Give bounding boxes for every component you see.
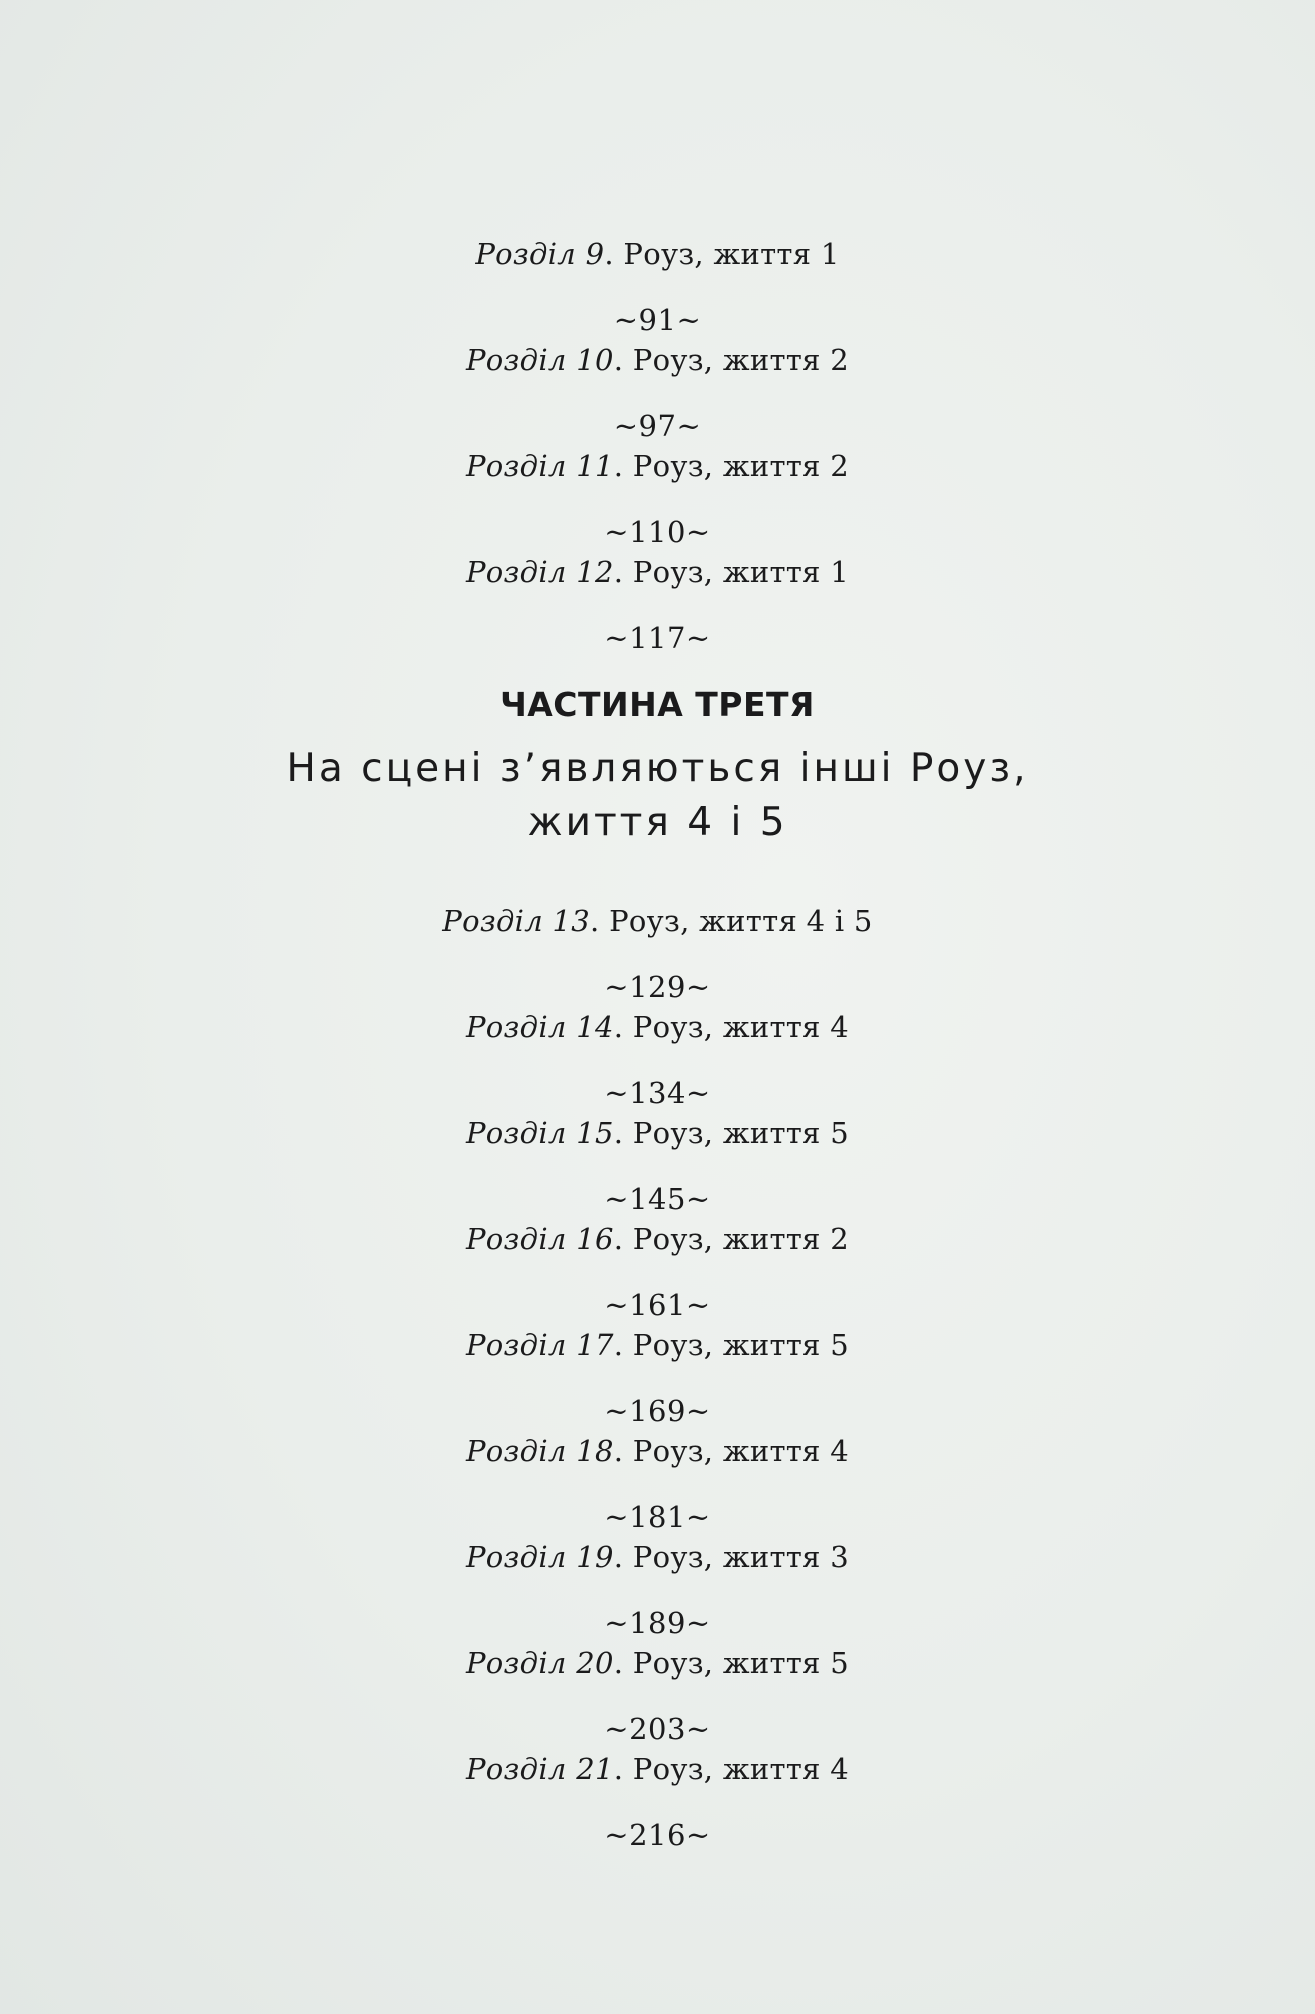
chapter-title: . Роуз, життя 1 bbox=[613, 555, 850, 589]
page-number: ~216~ bbox=[604, 1818, 711, 1852]
chapter-title: . Роуз, життя 5 bbox=[613, 1328, 850, 1362]
part-three-title-line-2: життя 4 і 5 bbox=[527, 800, 788, 845]
chapter-label: Розділ 14 bbox=[465, 1010, 614, 1044]
chapter-title: . Роуз, життя 2 bbox=[613, 343, 850, 377]
toc-entry-chapter-11 bbox=[0, 446, 1315, 552]
page-number: ~169~ bbox=[604, 1394, 711, 1428]
chapter-title: . Роуз, життя 1 bbox=[604, 237, 840, 271]
chapter-label: Розділ 10 bbox=[465, 343, 614, 377]
page-number: ~129~ bbox=[604, 970, 711, 1004]
toc-entry-chapter-13 bbox=[0, 901, 1315, 1007]
part-three-heading: ЧАСТИНА ТРЕТЯ bbox=[500, 685, 815, 724]
page-number: ~134~ bbox=[604, 1076, 711, 1110]
chapter-label: Розділ 20 bbox=[465, 1646, 614, 1680]
page-number: ~145~ bbox=[604, 1182, 711, 1216]
chapter-label: Розділ 13 bbox=[442, 904, 591, 938]
toc-entry-chapter-15 bbox=[0, 1113, 1315, 1219]
chapter-label: Розділ 11 bbox=[465, 449, 614, 483]
page-number: ~97~ bbox=[613, 409, 702, 443]
page-number: ~91~ bbox=[613, 303, 702, 337]
chapter-label: Розділ 12 bbox=[465, 555, 614, 589]
toc-entry-chapter-21 bbox=[0, 1749, 1315, 1855]
chapter-title: . Роуз, життя 2 bbox=[613, 449, 850, 483]
toc-entry-chapter-16 bbox=[0, 1219, 1315, 1325]
chapter-title: . Роуз, життя 4 і 5 bbox=[590, 904, 873, 938]
chapter-label: Розділ 9 bbox=[475, 237, 605, 271]
chapter-label: Розділ 19 bbox=[465, 1540, 614, 1574]
page-number: ~161~ bbox=[604, 1288, 711, 1322]
chapter-label: Розділ 15 bbox=[465, 1116, 614, 1150]
page-number: ~189~ bbox=[604, 1606, 711, 1640]
part-three-title bbox=[0, 742, 1315, 850]
chapter-title: . Роуз, життя 4 bbox=[613, 1010, 850, 1044]
toc-entry-chapter-19 bbox=[0, 1537, 1315, 1643]
chapter-label: Розділ 21 bbox=[465, 1752, 614, 1786]
chapter-title: . Роуз, життя 3 bbox=[613, 1540, 850, 1574]
toc-entry-chapter-20 bbox=[0, 1643, 1315, 1749]
chapter-title: . Роуз, життя 5 bbox=[613, 1116, 850, 1150]
part-three-title-line-1: На сцені з’являються інші Роуз, bbox=[286, 746, 1029, 791]
chapter-label: Розділ 17 bbox=[465, 1328, 614, 1362]
chapter-title: . Роуз, життя 2 bbox=[613, 1222, 850, 1256]
page-number: ~203~ bbox=[604, 1712, 711, 1746]
page-number: ~117~ bbox=[604, 621, 711, 655]
toc-entry-chapter-14 bbox=[0, 1007, 1315, 1113]
chapter-title: . Роуз, життя 4 bbox=[613, 1752, 850, 1786]
toc-entry-chapter-17 bbox=[0, 1325, 1315, 1431]
chapter-label: Розділ 16 bbox=[465, 1222, 614, 1256]
page-number: ~181~ bbox=[604, 1500, 711, 1534]
toc-entry-chapter-18 bbox=[0, 1431, 1315, 1537]
toc-entry-chapter-10 bbox=[0, 340, 1315, 446]
chapter-title: . Роуз, життя 4 bbox=[613, 1434, 850, 1468]
page-number: ~110~ bbox=[604, 515, 711, 549]
toc-entry-chapter-12 bbox=[0, 552, 1315, 658]
toc-entry-chapter-9 bbox=[0, 234, 1315, 340]
chapter-title: . Роуз, життя 5 bbox=[613, 1646, 850, 1680]
chapter-label: Розділ 18 bbox=[465, 1434, 614, 1468]
